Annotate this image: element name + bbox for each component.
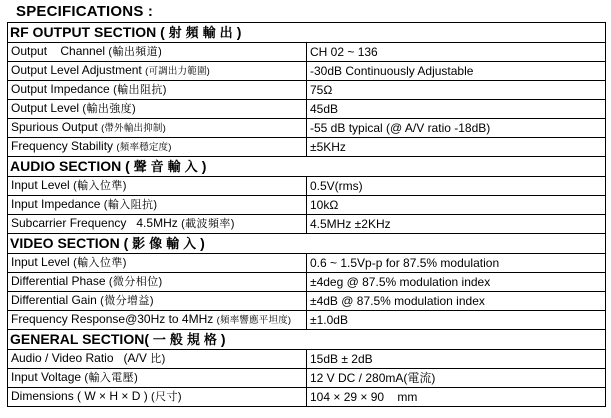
spec-value: -55 dB typical (@ A/V ratio -18dB): [307, 119, 606, 138]
spec-label-cjk: (載波頻率): [181, 218, 235, 230]
spec-label-cell: [8, 196, 307, 215]
section-heading-cjk: 一般規格: [152, 332, 221, 347]
table-row: [8, 369, 606, 388]
spec-label-cjk: (頻率響應平坦度): [216, 315, 292, 326]
spec-value: 75Ω: [307, 81, 606, 100]
spec-label-cjk: (輸入電壓): [84, 372, 139, 384]
spec-label: Input Level: [11, 178, 70, 192]
spec-value: 15dB ± 2dB: [307, 350, 606, 369]
spec-label-cjk: (可調出力範圍): [145, 66, 211, 77]
table-row: [8, 311, 606, 330]
section-header: [8, 234, 606, 254]
spec-label-cell: [8, 215, 307, 234]
table-row: [8, 254, 606, 273]
section-heading-end: ): [201, 158, 207, 174]
section-heading-text: VIDEO SECTION (: [10, 235, 129, 251]
spec-label: Audio / Video Ratio (A/V: [11, 351, 147, 365]
spec-label-cell: [8, 177, 307, 196]
section-heading-cjk: 聲音輸入: [133, 159, 202, 174]
spec-label-cjk: (輸出強度): [82, 103, 137, 115]
spec-value: ±5KHz: [307, 138, 606, 157]
spec-label: Output Impedance: [11, 82, 110, 96]
section-heading: [8, 234, 606, 254]
spec-label-cell: [8, 138, 307, 157]
table-row: [8, 388, 606, 407]
page-title: SPECIFICATIONS :: [16, 3, 154, 20]
spec-label-cjk: (帶外輸出抑制): [101, 123, 166, 134]
spec-label: Input Level: [11, 255, 70, 269]
spec-value: 104 × 29 × 90 mm: [307, 388, 606, 407]
spec-label: Frequency Response@30Hz to 4MHz: [11, 312, 214, 326]
section-heading: [8, 157, 606, 177]
spec-label-cjk: (微分增益): [100, 295, 154, 307]
spec-label: Differential Gain: [11, 293, 97, 307]
spec-label: Input Voltage: [11, 370, 82, 384]
spec-label-cjk: (頻率穩定度): [116, 142, 172, 153]
section-heading-end: ): [200, 235, 205, 251]
table-row: [8, 177, 606, 196]
section-heading-cjk: 影像輸入: [132, 236, 201, 251]
spec-label-cjk: (尺寸): [151, 391, 182, 403]
section-heading-text: RF OUTPUT SECTION (: [10, 24, 165, 40]
section-header: [8, 23, 606, 43]
spec-value: CH 02 ~ 136: [307, 43, 606, 62]
table-row: [8, 138, 606, 157]
table-row: [8, 100, 606, 119]
spec-label: Differential Phase: [11, 274, 106, 288]
table-row: [8, 273, 606, 292]
spec-label: Input Impedance: [11, 197, 101, 211]
spec-label-cell: [8, 369, 307, 388]
section-heading-end: ): [236, 24, 242, 40]
spec-label-cjk: (輸入位準): [73, 257, 127, 269]
spec-value: 4.5MHz ±2KHz: [307, 215, 606, 234]
spec-value: 45dB: [307, 100, 606, 119]
table-row: [8, 215, 606, 234]
spec-label-cjk: (微分相位): [108, 276, 163, 288]
spec-label-cjk: (輸入位準): [73, 180, 127, 192]
spec-label-cell: [8, 311, 307, 330]
table-row: [8, 350, 606, 369]
spec-value: 0.6 ~ 1.5Vp-p for 87.5% modulation: [307, 254, 606, 273]
spec-value: ±4dB @ 87.5% modulation index: [307, 292, 606, 311]
table-row: [8, 196, 606, 215]
spec-value: 0.5V(rms): [307, 177, 606, 196]
section-heading-text: AUDIO SECTION (: [10, 158, 130, 174]
spec-label-cell: [8, 62, 307, 81]
spec-label-cell: [8, 119, 307, 138]
spec-label: Output Level Adjustment: [11, 63, 142, 77]
spec-value: 12 V DC / 280mA(電流): [307, 369, 606, 388]
spec-label-cjk: (輸出頻道): [108, 46, 163, 58]
spec-label-cell: [8, 388, 307, 407]
spec-label-cell: [8, 273, 307, 292]
spec-table: [7, 22, 606, 407]
spec-label-cell: [8, 292, 307, 311]
spec-label: Spurious Output: [11, 120, 98, 134]
section-heading-cjk: 射頻輸出: [168, 25, 237, 40]
spec-label-cell: [8, 81, 307, 100]
section-heading: [8, 23, 606, 43]
spec-label: Subcarrier Frequency 4.5MHz: [11, 216, 178, 230]
spec-value: 10kΩ: [307, 196, 606, 215]
section-header: [8, 330, 606, 350]
table-row: [8, 292, 606, 311]
spec-value: ±4deg @ 87.5% modulation index: [307, 273, 606, 292]
table-row: [8, 62, 606, 81]
spec-value: ±1.0dB: [307, 311, 606, 330]
spec-label-cjk: (輸出阻抗): [113, 84, 167, 96]
spec-label: Frequency Stability: [11, 139, 114, 153]
spec-label: Output Level: [11, 101, 80, 115]
spec-label: Dimensions ( W × H × D ): [11, 389, 148, 403]
section-header: [8, 157, 606, 177]
table-row: [8, 43, 606, 62]
section-heading: [8, 330, 606, 350]
section-heading-text: GENERAL SECTION(: [10, 331, 149, 347]
spec-label-cjk: 比): [150, 353, 166, 365]
table-row: [8, 81, 606, 100]
spec-label-cell: [8, 100, 307, 119]
section-heading-end: ): [220, 331, 226, 347]
spec-label-cell: [8, 254, 307, 273]
spec-label-cell: [8, 350, 307, 369]
spec-label-cjk: (輸入阻抗): [103, 199, 158, 211]
table-row: [8, 119, 606, 138]
spec-value: -30dB Continuously Adjustable: [307, 62, 606, 81]
spec-label-cell: [8, 43, 307, 62]
spec-label: Output Channel: [11, 44, 106, 58]
